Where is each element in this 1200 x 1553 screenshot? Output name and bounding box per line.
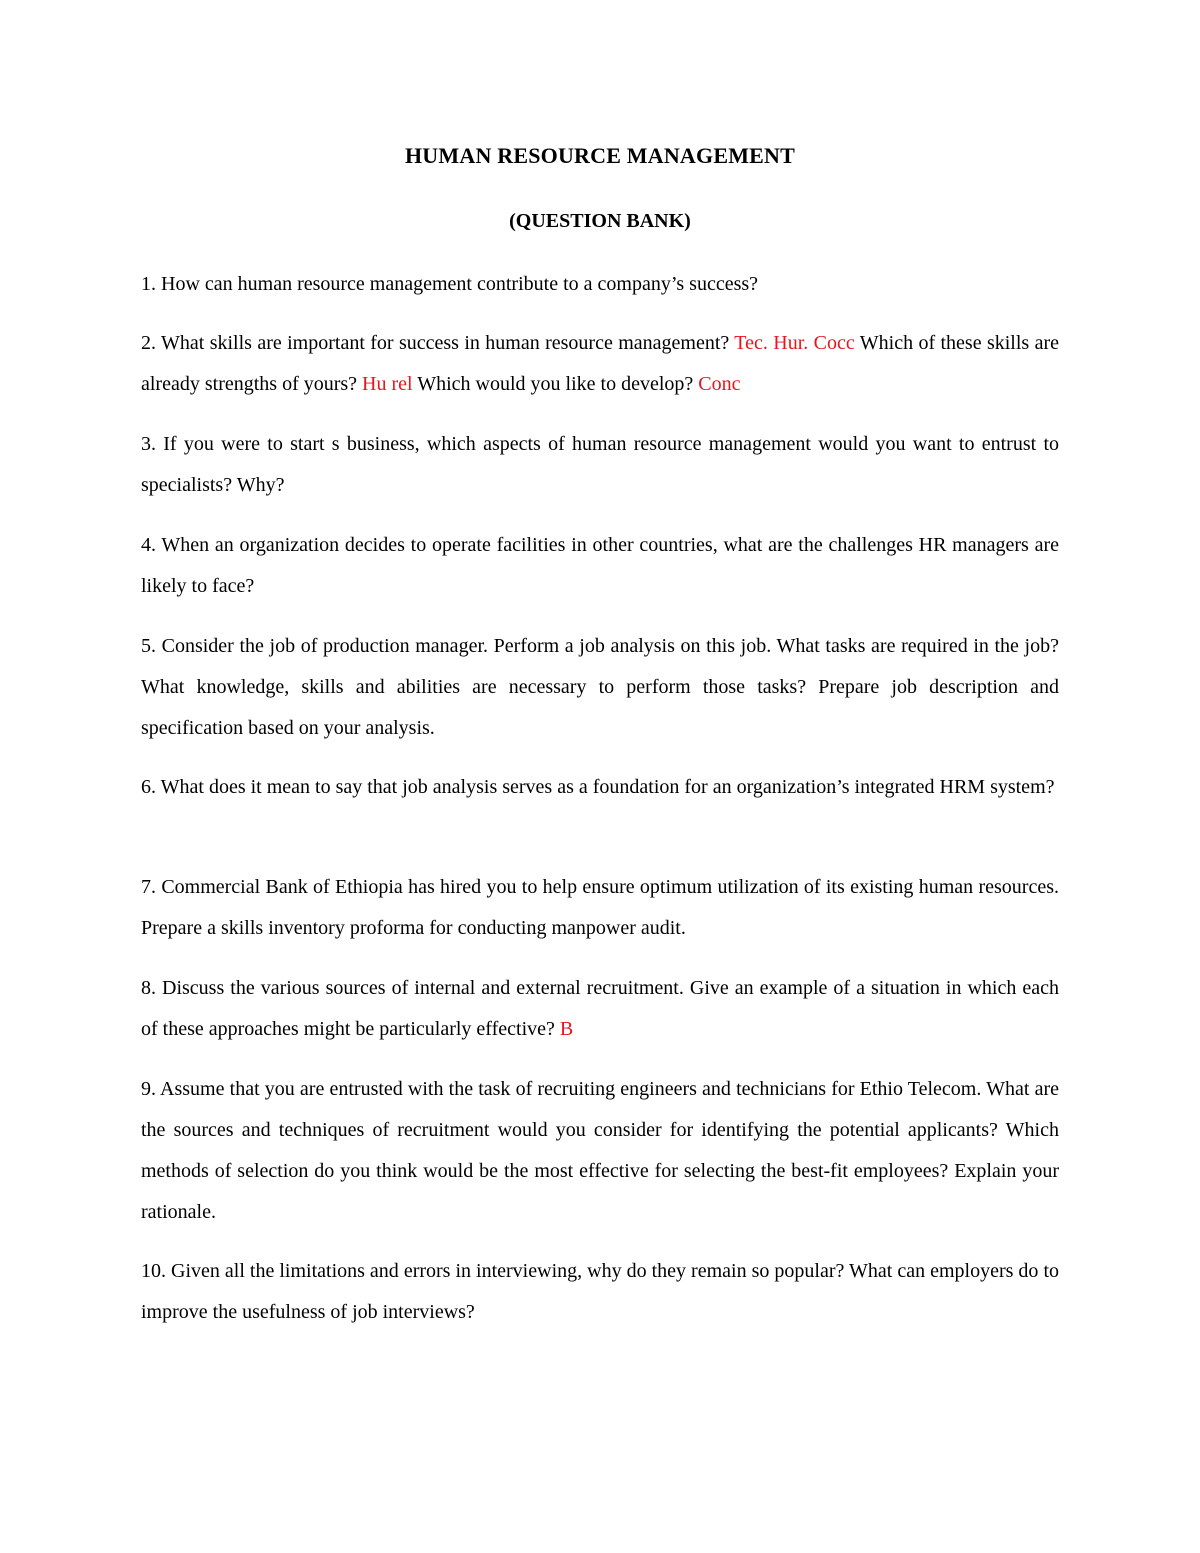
question-10-text: 10. Given all the limitations and errors in interviewing, why do they remain so popular? What can employers do to improve the usefulness of job interviews? bbox=[141, 1260, 1059, 1323]
document-subtitle: (QUESTION BANK) bbox=[509, 210, 691, 232]
question-3 bbox=[141, 424, 1059, 506]
question-1 bbox=[141, 264, 1059, 305]
question-4-text: 4. When an organization decides to operate facilities in other countries, what are the challenges HR managers are likely to face? bbox=[141, 534, 1059, 597]
question-8-annotation-1: B bbox=[559, 1018, 574, 1040]
question-7-text: 7. Commercial Bank of Ethiopia has hired you to help ensure optimum utilization of its existing human resources. Prepare a skills inventory proforma for conducting manpower audit. bbox=[141, 876, 1059, 939]
question-3-text: 3. If you were to start s business, which aspects of human resource management would you want to entrust to specialists? Why? bbox=[141, 433, 1059, 496]
question-1-text: 1. How can human resource management contribute to a company’s success? bbox=[141, 273, 759, 295]
question-5 bbox=[141, 626, 1059, 749]
question-2-annotation-1: Tec. Hur. Cocc bbox=[734, 332, 855, 354]
question-5-text: 5. Consider the job of production manager. Perform a job analysis on this job. What tasks are required in the job? What knowledge, skills and abilities are necessary to perform those tasks? Prepare job description and specification based on your analysis. bbox=[141, 635, 1059, 739]
question-2-text-part1: 2. What skills are important for success in human resource management? bbox=[141, 332, 735, 354]
question-2-annotation-3: Conc bbox=[698, 373, 741, 395]
question-2 bbox=[141, 323, 1059, 405]
question-6 bbox=[141, 767, 1059, 808]
question-2-text-part2: Which of these skills are already strengths of yours? bbox=[141, 332, 1059, 395]
document-title: HUMAN RESOURCE MANAGEMENT bbox=[405, 143, 795, 168]
question-2-text-part3: Which would you like to develop? bbox=[412, 373, 699, 395]
question-10 bbox=[141, 1251, 1059, 1333]
question-9-text: 9. Assume that you are entrusted with the task of recruiting engineers and technicians for Ethio Telecom. What are the sources and techniques of recruitment would you consider for identifying the potential applicants? Which methods of selection do you think would be the most effective for selecting the best-fit employees? Explain your rationale. bbox=[141, 1078, 1059, 1223]
question-9 bbox=[141, 1069, 1059, 1233]
question-2-annotation-2: Hu rel bbox=[362, 373, 413, 395]
question-8-text-part1: 8. Discuss the various sources of internal and external recruitment. Give an example of a situation in which each of these approaches might be particularly effective? bbox=[141, 977, 1059, 1040]
question-6-text: 6. What does it mean to say that job analysis serves as a foundation for an organization’s integrated HRM system? bbox=[141, 776, 1055, 798]
question-8 bbox=[141, 968, 1059, 1050]
question-4 bbox=[141, 525, 1059, 607]
question-7 bbox=[141, 867, 1059, 949]
